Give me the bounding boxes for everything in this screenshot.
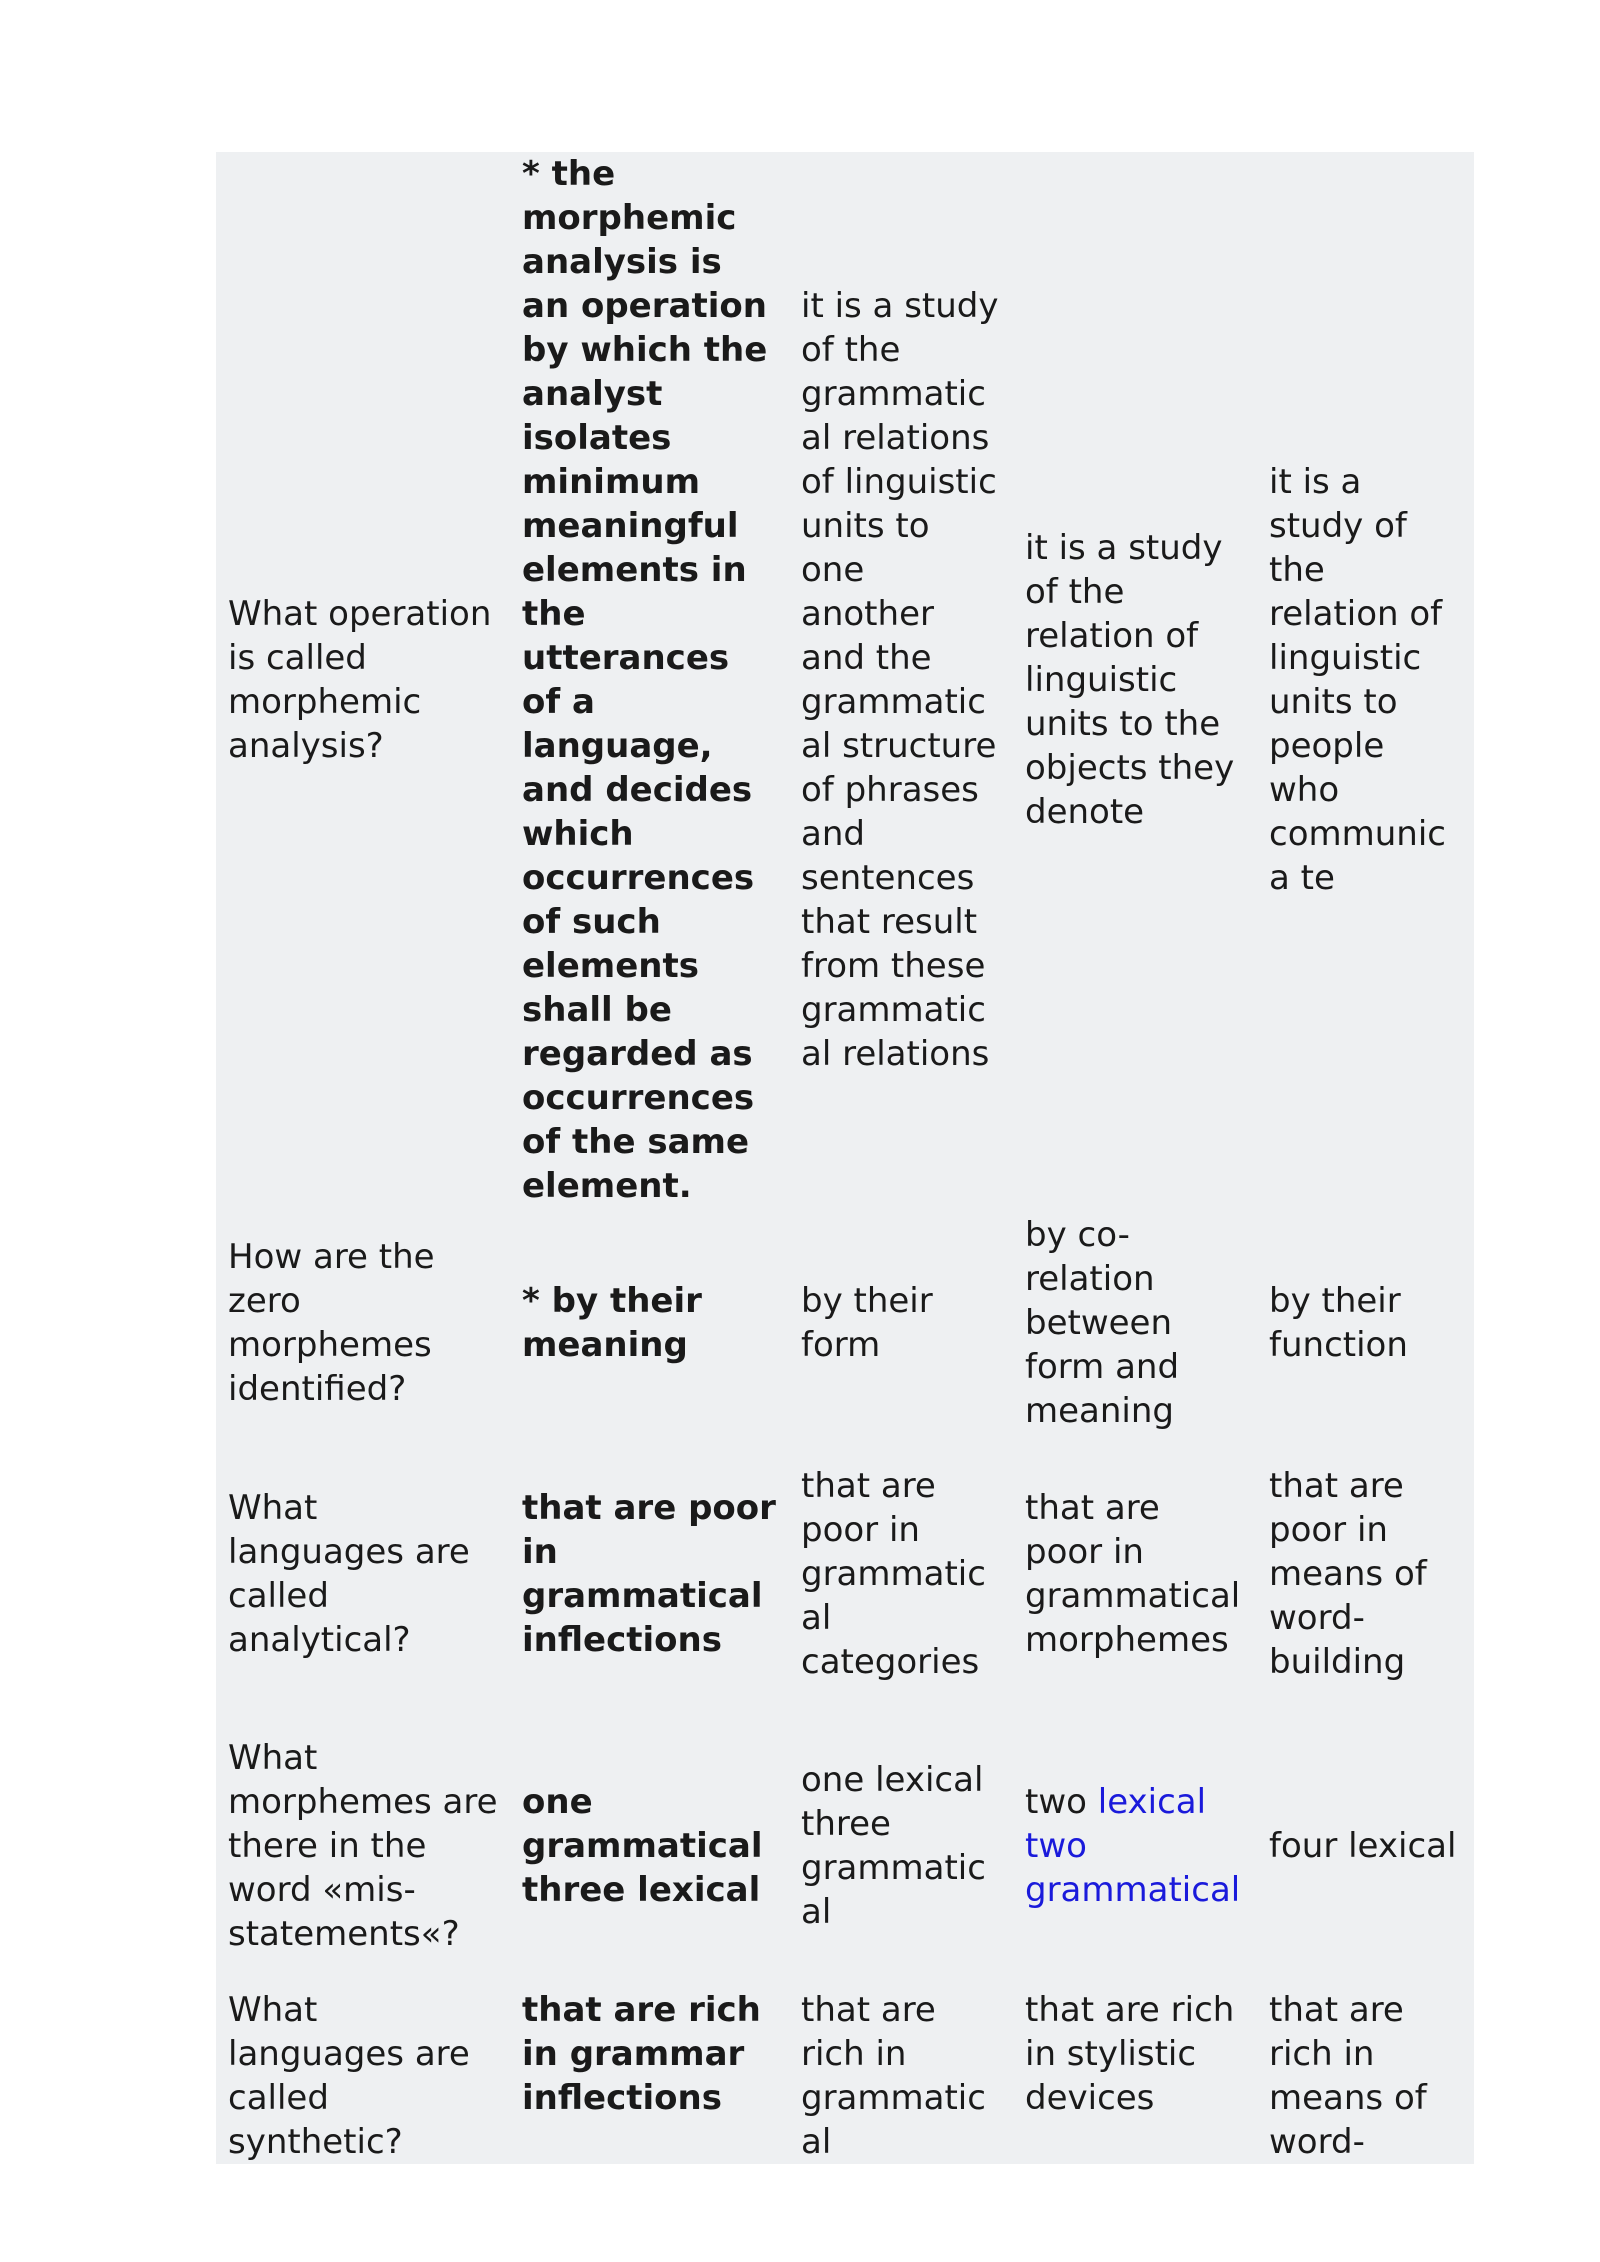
table-row <box>216 1710 1474 1982</box>
question-cell: What languages are called synthetic? <box>228 1990 470 2162</box>
option-cell: it is a study of the relation of linguistic units to people who communica te <box>1269 462 1446 898</box>
table-row <box>216 152 1474 1208</box>
correct-answer-cell: * by their meaning <box>522 1281 702 1365</box>
option-cell <box>1013 1710 1257 1982</box>
table-row <box>216 1982 1474 2164</box>
table-row <box>216 1438 1474 1710</box>
option-text: two <box>1025 1782 1098 1822</box>
option-cell: by their function <box>1269 1281 1408 1365</box>
option-cell: that are poor in means of word-building <box>1269 1466 1427 1682</box>
option-cell: it is a study of the relation of linguistic units to the objects they denote <box>1025 528 1235 832</box>
question-cell: What morphemes are there in the word «mis-statements«? <box>228 1738 498 1954</box>
correct-answer-cell: that are rich in grammar inflections <box>522 1990 761 2118</box>
correct-answer-cell: * the morphemic analysis is an operation by which the analyst isolates minimum meaningful elements in the utterances of a language, and decides which occurrences of such elements shall be regarded as occurrences of the same element. <box>522 154 768 1206</box>
option-cell: by their form <box>801 1281 933 1365</box>
table-row <box>216 1208 1474 1438</box>
quiz-table <box>216 152 1474 2164</box>
option-cell: that are rich in means of word- <box>1269 1990 1427 2162</box>
option-cell: it is a study of the grammatical relations of linguistic units to one another and the grammatical structure of phrases and sentences that result from these grammatical relations <box>801 286 999 1074</box>
question-cell: What languages are called analytical? <box>228 1488 470 1660</box>
option-cell: that are poor in grammatical morphemes <box>1025 1488 1241 1660</box>
option-cell: four lexical <box>1269 1826 1457 1866</box>
correct-answer-cell: one grammatical three lexical <box>522 1782 763 1910</box>
option-cell: by co-relation between form and meaning <box>1025 1215 1180 1431</box>
question-cell: How are the zero morphemes identified? <box>228 1237 435 1409</box>
highlighted-text: lexical two grammatical <box>1025 1782 1241 1910</box>
option-cell: that are rich in stylistic devices <box>1025 1990 1235 2118</box>
option-cell: that are rich in grammatical <box>801 1990 986 2162</box>
option-cell: that are poor in grammatical categories <box>801 1466 986 1682</box>
correct-answer-cell: that are poor in grammatical inflections <box>522 1488 776 1660</box>
option-cell: one lexical three grammatical <box>801 1760 986 1932</box>
question-cell: What operation is called morphemic analysis? <box>228 594 492 766</box>
